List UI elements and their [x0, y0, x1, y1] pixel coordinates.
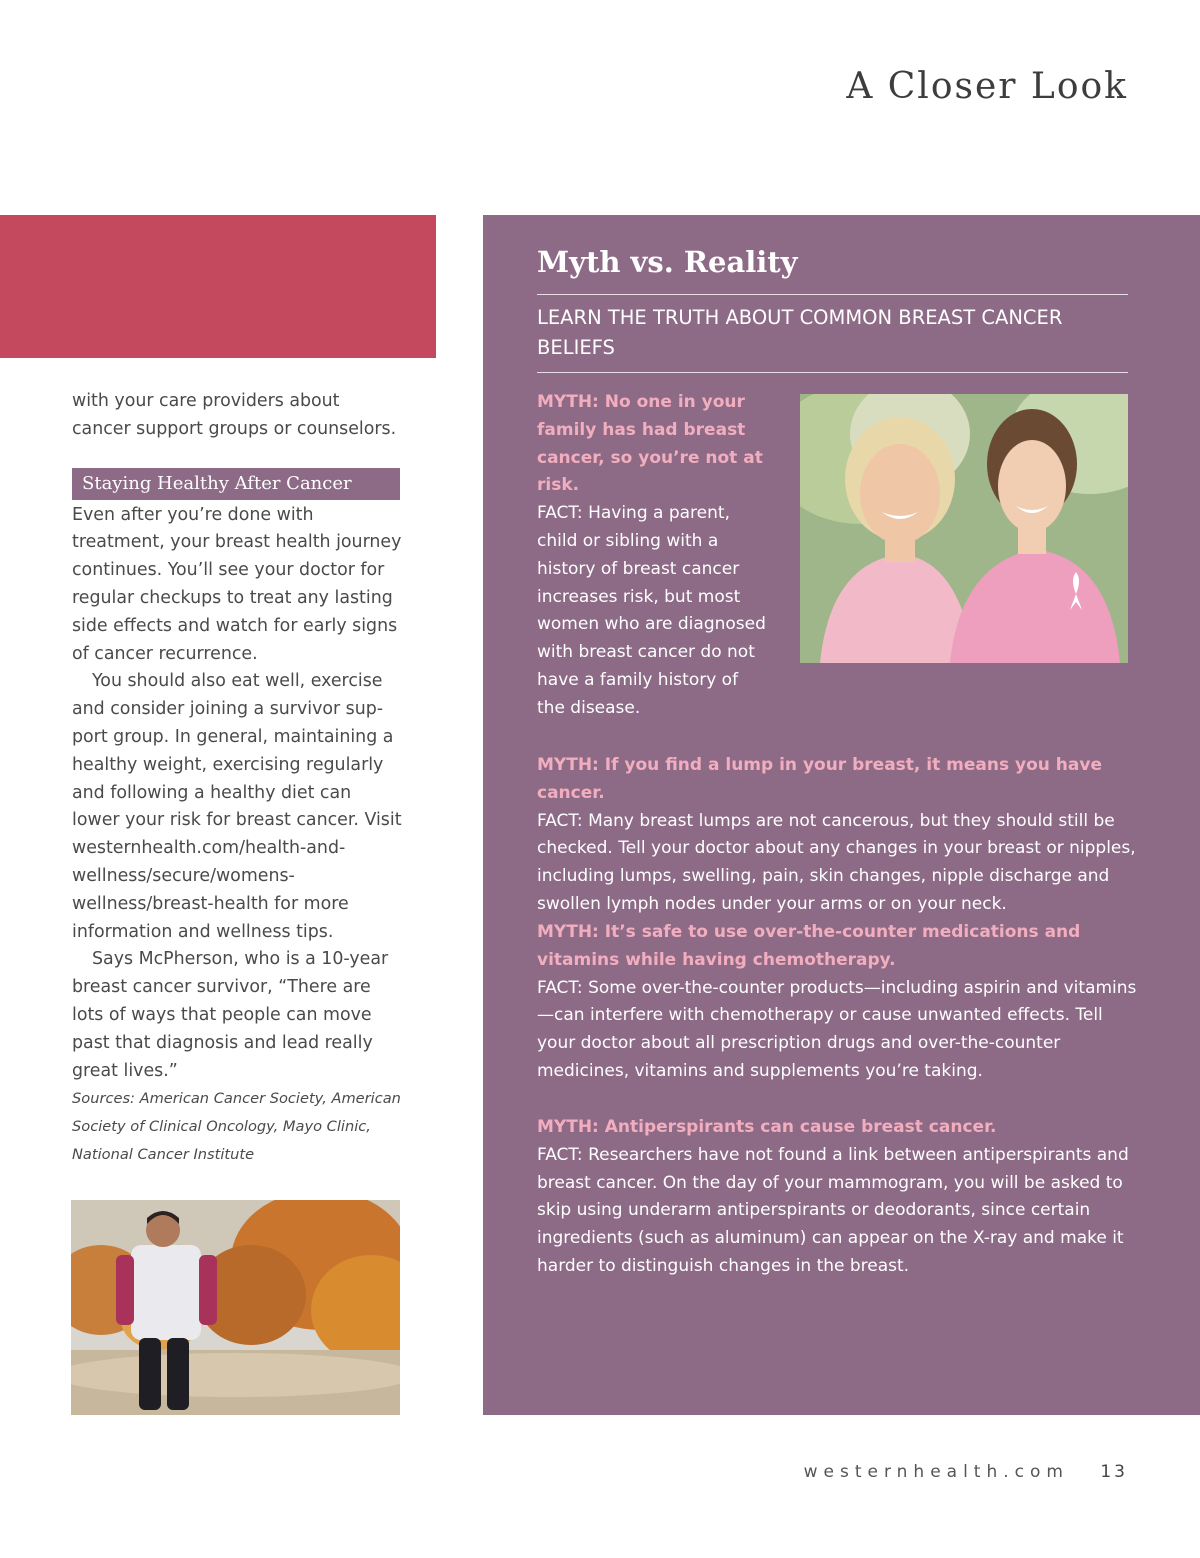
myth-statement: MYTH: If you find a lump in your breast, it means you have cancer.: [537, 755, 1102, 803]
intro-paragraph: with your care providers about cancer support groups or counselors.: [72, 391, 397, 439]
myth-vs-reality-panel: [483, 215, 1200, 1415]
myth-item-2: [537, 752, 1137, 919]
myth-statement: MYTH: No one in your family has had breast cancer, so you’re not at risk.: [537, 392, 763, 496]
body-paragraph-3: Says McPherson, who is a 10-year breast cancer survivor, “There are lots of ways that people can move past that diagnosis and lead really great lives.”: [72, 949, 389, 1081]
page-number: 13: [1100, 1462, 1128, 1482]
myth-statement: MYTH: Antiperspirants can cause breast cancer.: [537, 1117, 997, 1137]
subhead-staying-healthy: Staying Healthy After Cancer: [72, 468, 400, 500]
title-divider: [537, 294, 1128, 295]
fact-statement: FACT: Some over-the-counter products—including aspirin and vitamins—can interfere with chemotherapy or cause unwanted effects. Tell your doctor about all prescription drugs and over-the-counter medicines, vitamins and supplements you’re taking.: [537, 977, 1137, 1081]
body-paragraph-1: Even after you’re done with treatment, your breast health journey continues. You’ll see your doctor for regular checkups to treat any lasting side effects and watch for early signs of cancer recurrence.: [72, 504, 402, 664]
myth-statement: MYTH: It’s safe to use over-the-counter medications and vitamins while having chemotherapy.: [537, 922, 1081, 970]
subtitle-divider: [537, 372, 1128, 373]
footer-website: westernhealth.com: [803, 1462, 1069, 1482]
panel-subtitle: LEARN THE TRUTH ABOUT COMMON BREAST CANCER BELIEFS: [537, 306, 1063, 359]
left-column: [72, 388, 402, 1168]
panel-title: Myth vs. Reality: [537, 245, 798, 279]
fact-statement: FACT: Researchers have not found a link between antiperspirants and breast cancer. On the day of your mammogram, you will be asked to skip using underarm antiperspirants or deodorants, since certain ingredients (such as aluminum) can appear on the X-ray and make it harder to distinguish changes in the breast.: [537, 1144, 1129, 1276]
myth-item-1: [537, 389, 769, 723]
runner-photo: [71, 1200, 400, 1415]
decorative-color-block: [0, 215, 436, 358]
section-title: A Closer Look: [846, 66, 1128, 107]
page-footer: [804, 1462, 1128, 1482]
myth-item-3: [537, 919, 1137, 1086]
myth-item-4: [537, 1114, 1137, 1281]
women-photo: [800, 394, 1128, 663]
sources-note: Sources: American Cancer Society, American Society of Clinical Oncology, Mayo Clinic, National Cancer Institute: [72, 1090, 401, 1163]
body-paragraph-2: You should also eat well, exercise and consider joining a survivor support group. In general, maintaining a healthy weight, exercising regularly and following a healthy diet can lower your risk for breast cancer. Visit westernhealth.com/health-and-wellness/secure/womens-wellness/breast-health for more information and wellness tips.: [72, 671, 402, 942]
fact-statement: FACT: Having a parent, child or sibling with a history of breast cancer increases risk, but most women who are diagnosed with breast cancer do not have a family history of the disease.: [537, 503, 766, 718]
fact-statement: FACT: Many breast lumps are not cancerous, but they should still be checked. Tell your doctor about any changes in your breast or nipples, including lumps, swelling, pain, skin changes, nipple discharge and swollen lymph nodes under your arms or on your neck.: [537, 810, 1136, 914]
